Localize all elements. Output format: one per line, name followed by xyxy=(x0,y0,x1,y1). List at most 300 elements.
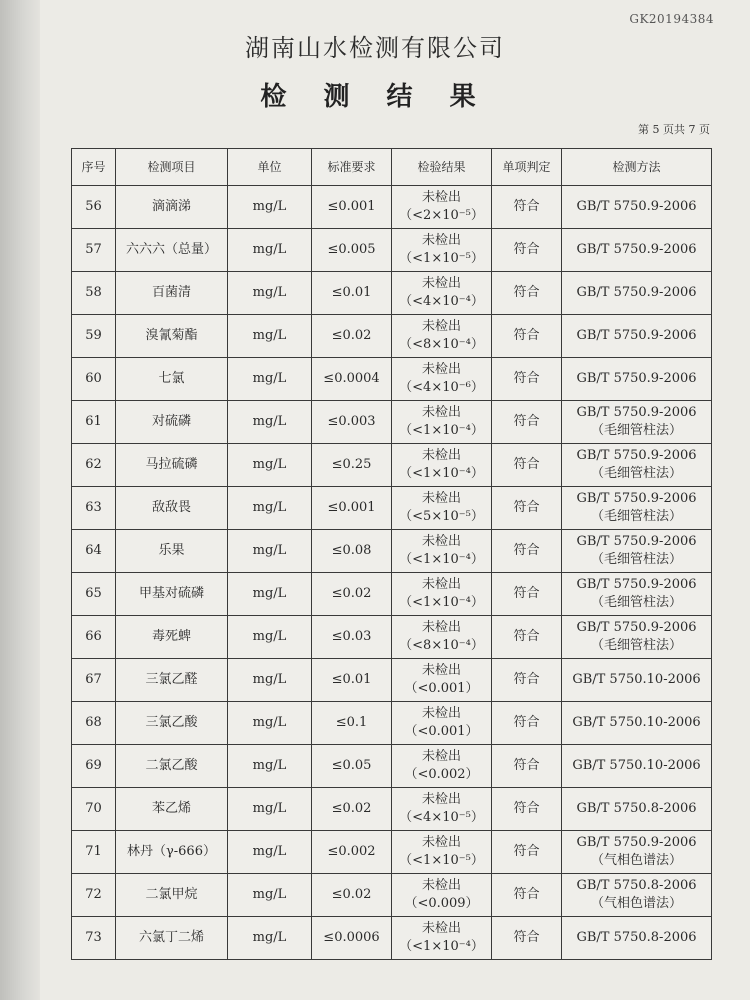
verdict: 符合 xyxy=(513,930,540,945)
cell-no xyxy=(72,573,116,616)
cell-unit xyxy=(228,358,312,401)
verdict: 符合 xyxy=(513,371,540,386)
cell-standard xyxy=(312,831,392,874)
cell-verdict xyxy=(492,229,562,272)
test-item: 敌敌畏 xyxy=(151,500,191,515)
result-text: 未检出 xyxy=(421,190,461,205)
cell-verdict xyxy=(492,401,562,444)
cell-result xyxy=(392,659,492,702)
cell-no xyxy=(72,272,116,315)
result-text: 未检出 xyxy=(421,448,461,463)
standard-limit: ≤0.01 xyxy=(331,672,372,687)
header-verdict: 单项判定 xyxy=(492,149,562,186)
cell-verdict xyxy=(492,487,562,530)
cell-standard xyxy=(312,573,392,616)
cell-method xyxy=(562,917,712,960)
cell-unit xyxy=(228,788,312,831)
result-detail: （<4×10⁻⁶） xyxy=(399,380,484,395)
method-standard: GB/T 5750.9-2006 xyxy=(576,371,697,386)
method-standard: GB/T 5750.9-2006 xyxy=(576,285,697,300)
cell-standard xyxy=(312,788,392,831)
cell-no xyxy=(72,358,116,401)
method-standard: GB/T 5750.9-2006 xyxy=(576,199,697,214)
result-text: 未检出 xyxy=(421,663,461,678)
cell-result xyxy=(392,530,492,573)
test-item: 百菌清 xyxy=(151,285,191,300)
cell-unit xyxy=(228,831,312,874)
unit: mg/L xyxy=(252,844,287,859)
test-item: 乐果 xyxy=(158,543,185,558)
result-text: 未检出 xyxy=(421,491,461,506)
result-detail: （<1×10⁻⁴） xyxy=(399,466,484,481)
cell-no xyxy=(72,702,116,745)
verdict: 符合 xyxy=(513,414,540,429)
table-row xyxy=(72,358,712,401)
cell-method xyxy=(562,702,712,745)
company-name: 湖南山水检测有限公司 xyxy=(245,34,505,62)
result-text: 未检出 xyxy=(421,534,461,549)
method-note: （毛细管柱法） xyxy=(590,423,682,438)
cell-item xyxy=(116,530,228,573)
cell-verdict xyxy=(492,917,562,960)
result-detail: （<1×10⁻⁴） xyxy=(399,552,484,567)
result-detail: （<1×10⁻⁵） xyxy=(399,853,484,868)
cell-no xyxy=(72,745,116,788)
cell-item xyxy=(116,659,228,702)
result-text: 未检出 xyxy=(421,362,461,377)
cell-standard xyxy=(312,315,392,358)
standard-limit: ≤0.03 xyxy=(331,629,372,644)
cell-method xyxy=(562,186,712,229)
cell-verdict xyxy=(492,444,562,487)
test-item: 六氯丁二烯 xyxy=(138,930,204,945)
row-number: 66 xyxy=(85,629,102,644)
method-note: （毛细管柱法） xyxy=(590,552,682,567)
method-standard: GB/T 5750.10-2006 xyxy=(572,672,701,687)
unit: mg/L xyxy=(252,672,287,687)
test-item: 苯乙烯 xyxy=(151,801,191,816)
cell-method xyxy=(562,745,712,788)
method-standard: GB/T 5750.9-2006 xyxy=(576,835,697,850)
row-number: 65 xyxy=(85,586,102,601)
cell-verdict xyxy=(492,616,562,659)
verdict: 符合 xyxy=(513,801,540,816)
cell-item xyxy=(116,401,228,444)
table-row xyxy=(72,573,712,616)
cell-result xyxy=(392,616,492,659)
result-text: 未检出 xyxy=(421,921,461,936)
cell-unit xyxy=(228,315,312,358)
table-header xyxy=(72,149,712,186)
row-number: 73 xyxy=(85,930,102,945)
verdict: 符合 xyxy=(513,457,540,472)
table-row xyxy=(72,272,712,315)
unit: mg/L xyxy=(252,285,287,300)
table-row xyxy=(72,917,712,960)
cell-method xyxy=(562,487,712,530)
cell-unit xyxy=(228,702,312,745)
result-detail: （<0.001） xyxy=(404,681,479,696)
cell-unit xyxy=(228,616,312,659)
cell-verdict xyxy=(492,659,562,702)
cell-item xyxy=(116,917,228,960)
cell-verdict xyxy=(492,831,562,874)
document-number: GK20194384 xyxy=(629,12,714,26)
test-item: 二氯乙酸 xyxy=(145,758,198,773)
unit: mg/L xyxy=(252,930,287,945)
standard-limit: ≤0.1 xyxy=(335,715,368,730)
cell-result xyxy=(392,272,492,315)
standard-limit: ≤0.02 xyxy=(331,586,372,601)
method-note: （气相色谱法） xyxy=(590,896,682,911)
verdict: 符合 xyxy=(513,715,540,730)
cell-item xyxy=(116,358,228,401)
standard-limit: ≤0.001 xyxy=(327,500,376,515)
result-detail: （<8×10⁻⁴） xyxy=(399,638,484,653)
row-number: 70 xyxy=(85,801,102,816)
result-text: 未检出 xyxy=(421,405,461,420)
method-note: （毛细管柱法） xyxy=(590,595,682,610)
row-number: 68 xyxy=(85,715,102,730)
unit: mg/L xyxy=(252,328,287,343)
cell-no xyxy=(72,444,116,487)
method-standard: GB/T 5750.8-2006 xyxy=(576,930,697,945)
cell-item xyxy=(116,616,228,659)
cell-item xyxy=(116,831,228,874)
cell-method xyxy=(562,401,712,444)
cell-method xyxy=(562,229,712,272)
cell-unit xyxy=(228,745,312,788)
cell-method xyxy=(562,444,712,487)
row-number: 69 xyxy=(85,758,102,773)
row-number: 64 xyxy=(85,543,102,558)
cell-standard xyxy=(312,530,392,573)
cell-unit xyxy=(228,874,312,917)
table-row xyxy=(72,616,712,659)
method-standard: GB/T 5750.9-2006 xyxy=(576,534,697,549)
cell-standard xyxy=(312,186,392,229)
unit: mg/L xyxy=(252,586,287,601)
cell-item xyxy=(116,186,228,229)
cell-unit xyxy=(228,272,312,315)
test-item: 甲基对硫磷 xyxy=(138,586,204,601)
unit: mg/L xyxy=(252,758,287,773)
table-row xyxy=(72,530,712,573)
row-number: 71 xyxy=(85,844,102,859)
cell-unit xyxy=(228,487,312,530)
cell-result xyxy=(392,315,492,358)
cell-standard xyxy=(312,229,392,272)
method-standard: GB/T 5750.9-2006 xyxy=(576,620,697,635)
result-detail: （<0.001） xyxy=(404,724,479,739)
cell-no xyxy=(72,874,116,917)
result-detail: （<1×10⁻⁴） xyxy=(399,423,484,438)
row-number: 63 xyxy=(85,500,102,515)
standard-limit: ≤0.02 xyxy=(331,328,372,343)
row-number: 62 xyxy=(85,457,102,472)
cell-verdict xyxy=(492,186,562,229)
verdict: 符合 xyxy=(513,844,540,859)
cell-no xyxy=(72,788,116,831)
cell-verdict xyxy=(492,702,562,745)
cell-method xyxy=(562,659,712,702)
cell-unit xyxy=(228,186,312,229)
cell-verdict xyxy=(492,874,562,917)
cell-no xyxy=(72,616,116,659)
cell-standard xyxy=(312,702,392,745)
result-detail: （<2×10⁻⁵） xyxy=(399,208,484,223)
unit: mg/L xyxy=(252,371,287,386)
standard-limit: ≤0.02 xyxy=(331,801,372,816)
verdict: 符合 xyxy=(513,586,540,601)
table-row xyxy=(72,315,712,358)
method-note: （气相色谱法） xyxy=(590,853,682,868)
cell-result xyxy=(392,745,492,788)
header-unit: 单位 xyxy=(228,149,312,186)
result-detail: （<0.002） xyxy=(404,767,479,782)
cell-item xyxy=(116,702,228,745)
cell-result xyxy=(392,358,492,401)
row-number: 58 xyxy=(85,285,102,300)
method-note: （毛细管柱法） xyxy=(590,509,682,524)
cell-method xyxy=(562,315,712,358)
standard-limit: ≤0.02 xyxy=(331,887,372,902)
cell-verdict xyxy=(492,788,562,831)
cell-standard xyxy=(312,272,392,315)
method-note: （毛细管柱法） xyxy=(590,466,682,481)
test-item: 对硫磷 xyxy=(151,414,191,429)
method-standard: GB/T 5750.10-2006 xyxy=(572,715,701,730)
cell-result xyxy=(392,573,492,616)
cell-method xyxy=(562,788,712,831)
table-row xyxy=(72,702,712,745)
cell-item xyxy=(116,272,228,315)
unit: mg/L xyxy=(252,543,287,558)
verdict: 符合 xyxy=(513,285,540,300)
row-number: 57 xyxy=(85,242,102,257)
method-standard: GB/T 5750.9-2006 xyxy=(576,328,697,343)
method-standard: GB/T 5750.9-2006 xyxy=(576,491,697,506)
cell-method xyxy=(562,616,712,659)
cell-item xyxy=(116,788,228,831)
unit: mg/L xyxy=(252,629,287,644)
table-row xyxy=(72,831,712,874)
result-text: 未检出 xyxy=(421,276,461,291)
header-result: 检验结果 xyxy=(392,149,492,186)
result-detail: （<1×10⁻⁴） xyxy=(399,595,484,610)
cell-method xyxy=(562,530,712,573)
standard-limit: ≤0.25 xyxy=(331,457,372,472)
result-text: 未检出 xyxy=(421,878,461,893)
header-row xyxy=(72,149,712,186)
result-detail: （<0.009） xyxy=(404,896,479,911)
page-title: 检 测 结 果 xyxy=(260,82,490,112)
cell-no xyxy=(72,530,116,573)
result-detail: （<4×10⁻⁴） xyxy=(399,294,484,309)
verdict: 符合 xyxy=(513,672,540,687)
table-row xyxy=(72,444,712,487)
cell-result xyxy=(392,444,492,487)
cell-verdict xyxy=(492,745,562,788)
test-item: 马拉硫磷 xyxy=(145,457,198,472)
cell-result xyxy=(392,229,492,272)
unit: mg/L xyxy=(252,801,287,816)
cell-no xyxy=(72,315,116,358)
test-item: 三氯乙醛 xyxy=(145,672,198,687)
header-method: 检测方法 xyxy=(562,149,712,186)
cell-result xyxy=(392,917,492,960)
result-text: 未检出 xyxy=(421,749,461,764)
table-row xyxy=(72,229,712,272)
table-row xyxy=(72,874,712,917)
standard-limit: ≤0.003 xyxy=(327,414,376,429)
cell-no xyxy=(72,186,116,229)
method-standard: GB/T 5750.10-2006 xyxy=(572,758,701,773)
test-item: 毒死蜱 xyxy=(151,629,191,644)
standard-limit: ≤0.08 xyxy=(331,543,372,558)
result-detail: （<4×10⁻⁵） xyxy=(399,810,484,825)
test-item: 林丹（γ-666） xyxy=(127,844,216,859)
verdict: 符合 xyxy=(513,242,540,257)
row-number: 61 xyxy=(85,414,102,429)
cell-unit xyxy=(228,444,312,487)
result-text: 未检出 xyxy=(421,319,461,334)
verdict: 符合 xyxy=(513,199,540,214)
verdict: 符合 xyxy=(513,328,540,343)
cell-standard xyxy=(312,616,392,659)
cell-standard xyxy=(312,917,392,960)
cell-result xyxy=(392,401,492,444)
cell-item xyxy=(116,573,228,616)
method-standard: GB/T 5750.8-2006 xyxy=(576,878,697,893)
cell-result xyxy=(392,788,492,831)
cell-item xyxy=(116,874,228,917)
cell-unit xyxy=(228,573,312,616)
result-text: 未检出 xyxy=(421,577,461,592)
unit: mg/L xyxy=(252,500,287,515)
cell-method xyxy=(562,358,712,401)
standard-limit: ≤0.0004 xyxy=(323,371,380,386)
cell-no xyxy=(72,401,116,444)
unit: mg/L xyxy=(252,715,287,730)
verdict: 符合 xyxy=(513,500,540,515)
cell-unit xyxy=(228,659,312,702)
test-item: 七氯 xyxy=(158,371,185,386)
standard-limit: ≤0.002 xyxy=(327,844,376,859)
cell-unit xyxy=(228,229,312,272)
unit: mg/L xyxy=(252,887,287,902)
test-item: 二氯甲烷 xyxy=(145,887,198,902)
result-text: 未检出 xyxy=(421,835,461,850)
table-row xyxy=(72,659,712,702)
verdict: 符合 xyxy=(513,629,540,644)
cell-item xyxy=(116,444,228,487)
test-item: 三氯乙酸 xyxy=(145,715,198,730)
unit: mg/L xyxy=(252,242,287,257)
cell-result xyxy=(392,702,492,745)
verdict: 符合 xyxy=(513,758,540,773)
header-no: 序号 xyxy=(72,149,116,186)
result-text: 未检出 xyxy=(421,233,461,248)
result-text: 未检出 xyxy=(421,620,461,635)
result-detail: （<8×10⁻⁴） xyxy=(399,337,484,352)
table-row xyxy=(72,788,712,831)
method-standard: GB/T 5750.9-2006 xyxy=(576,577,697,592)
page-binding-edge xyxy=(0,0,40,1000)
table-row xyxy=(72,487,712,530)
cell-standard xyxy=(312,659,392,702)
verdict: 符合 xyxy=(513,887,540,902)
cell-unit xyxy=(228,530,312,573)
page-number: 第 5 页共 7 页 xyxy=(638,123,710,136)
method-standard: GB/T 5750.8-2006 xyxy=(576,801,697,816)
cell-item xyxy=(116,229,228,272)
cell-verdict xyxy=(492,272,562,315)
method-standard: GB/T 5750.9-2006 xyxy=(576,448,697,463)
cell-result xyxy=(392,186,492,229)
result-text: 未检出 xyxy=(421,706,461,721)
result-detail: （<1×10⁻⁴） xyxy=(399,939,484,954)
cell-standard xyxy=(312,874,392,917)
cell-verdict xyxy=(492,530,562,573)
verdict: 符合 xyxy=(513,543,540,558)
cell-item xyxy=(116,315,228,358)
cell-method xyxy=(562,874,712,917)
cell-result xyxy=(392,831,492,874)
header-item: 检测项目 xyxy=(116,149,228,186)
test-item: 溴氰菊酯 xyxy=(145,328,198,343)
cell-standard xyxy=(312,444,392,487)
cell-method xyxy=(562,272,712,315)
method-standard: GB/T 5750.9-2006 xyxy=(576,405,697,420)
test-item: 六六六（总量） xyxy=(125,242,217,257)
cell-standard xyxy=(312,358,392,401)
row-number: 60 xyxy=(85,371,102,386)
cell-no xyxy=(72,831,116,874)
result-detail: （<5×10⁻⁵） xyxy=(399,509,484,524)
table-body xyxy=(72,186,712,960)
cell-result xyxy=(392,487,492,530)
standard-limit: ≤0.0006 xyxy=(323,930,380,945)
table-row xyxy=(72,745,712,788)
cell-verdict xyxy=(492,358,562,401)
cell-standard xyxy=(312,487,392,530)
method-note: （毛细管柱法） xyxy=(590,638,682,653)
cell-standard xyxy=(312,745,392,788)
row-number: 59 xyxy=(85,328,102,343)
standard-limit: ≤0.001 xyxy=(327,199,376,214)
cell-item xyxy=(116,745,228,788)
cell-standard xyxy=(312,401,392,444)
cell-no xyxy=(72,229,116,272)
cell-unit xyxy=(228,401,312,444)
table-row xyxy=(72,401,712,444)
method-standard: GB/T 5750.9-2006 xyxy=(576,242,697,257)
header-standard: 标准要求 xyxy=(312,149,392,186)
test-item: 滴滴涕 xyxy=(151,199,191,214)
row-number: 56 xyxy=(85,199,102,214)
standard-limit: ≤0.005 xyxy=(327,242,376,257)
unit: mg/L xyxy=(252,414,287,429)
table-row xyxy=(72,186,712,229)
cell-item xyxy=(116,487,228,530)
standard-limit: ≤0.01 xyxy=(331,285,372,300)
cell-method xyxy=(562,831,712,874)
cell-no xyxy=(72,487,116,530)
cell-result xyxy=(392,874,492,917)
results-table xyxy=(71,148,712,960)
cell-unit xyxy=(228,917,312,960)
